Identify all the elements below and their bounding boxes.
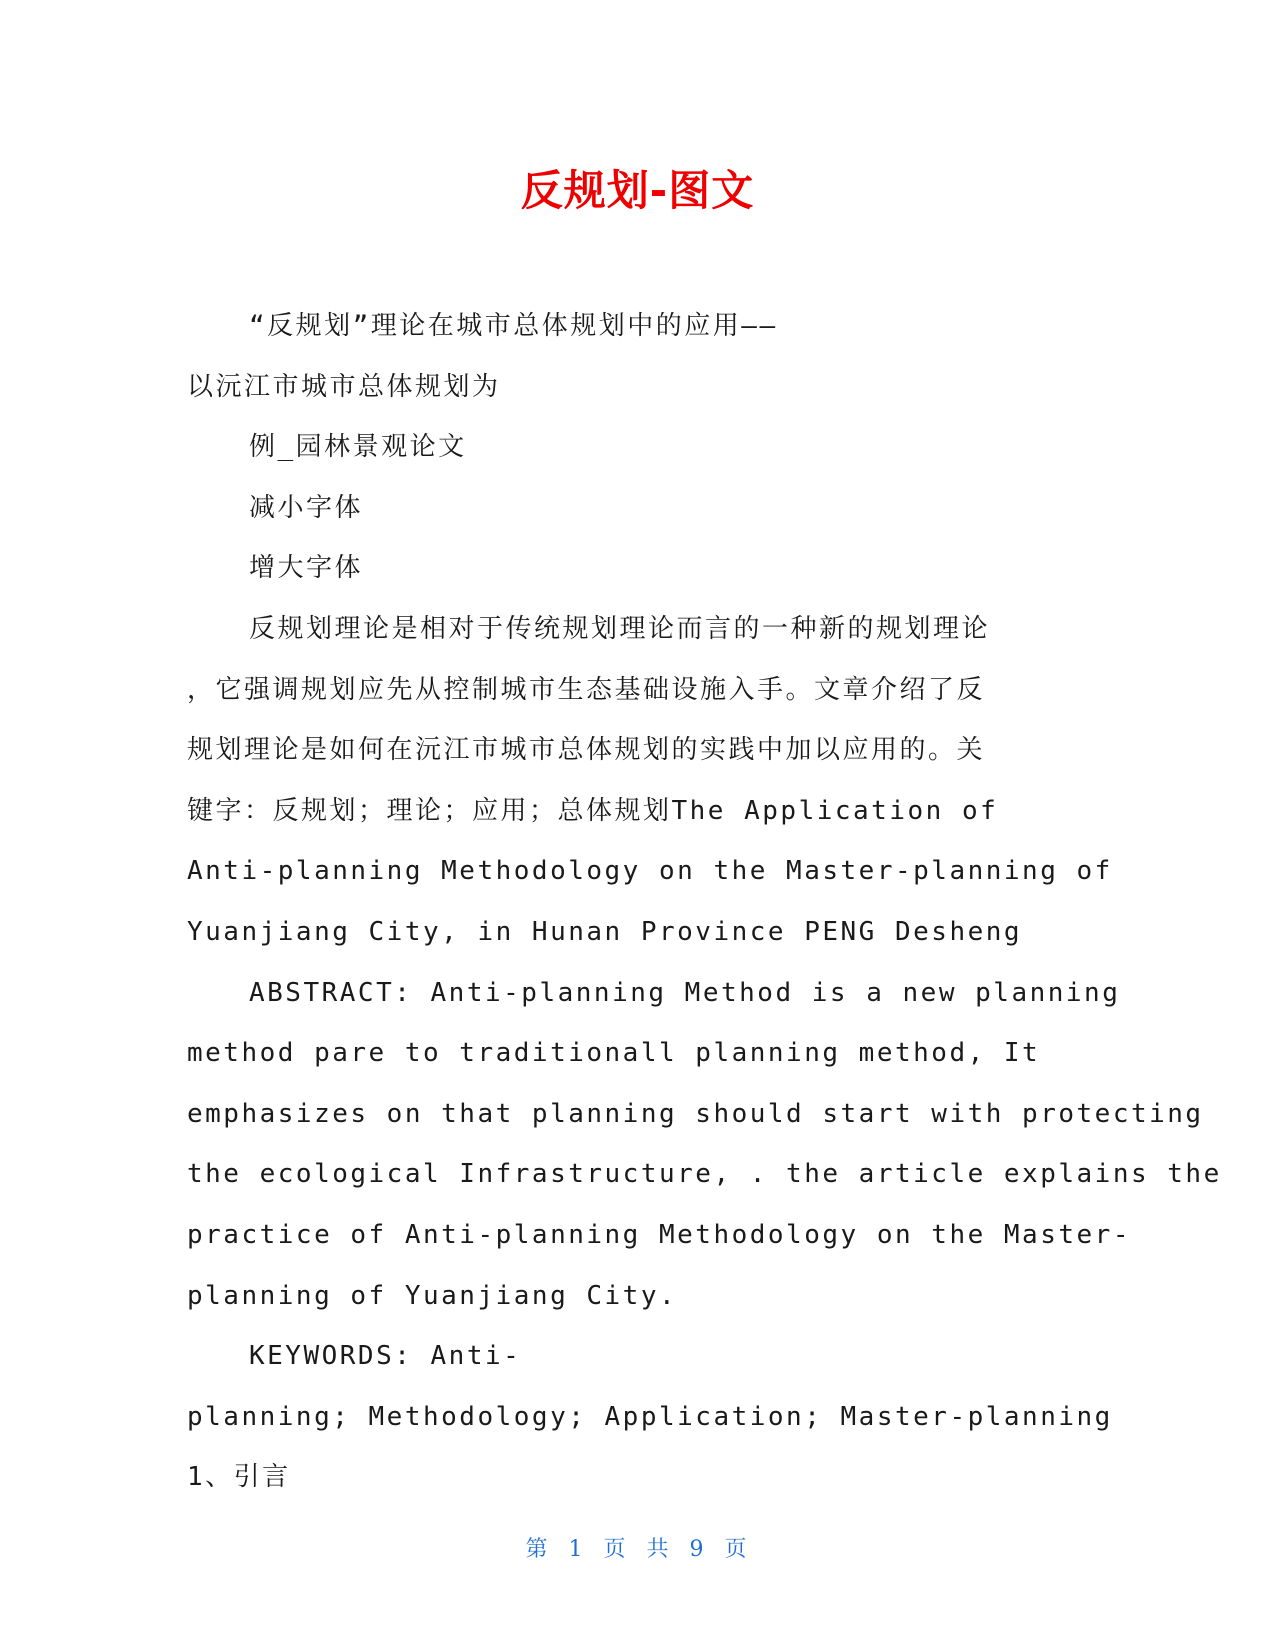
body-line: planning; Methodology; Application; Master-planning	[187, 1401, 1113, 1432]
body-line: practice of Anti-planning Methodology on the Master-	[187, 1219, 1131, 1250]
body-line: 例_园林景观论文	[249, 432, 467, 463]
body-line: method pare to traditionall planning method, It	[187, 1038, 1041, 1069]
body-line: emphasizes on that planning should start with protecting	[187, 1098, 1204, 1129]
page-number-footer: 第 1 页 共 9 页	[525, 1537, 750, 1562]
body-line: Anti-planning Methodology on the Master-planning of	[187, 856, 1113, 887]
body-line: the ecological Infrastructure, . the article explains the	[187, 1159, 1222, 1190]
document-body	[187, 296, 1222, 1508]
body-line: Yuanjiang City, in Hunan Province PENG Desheng	[187, 916, 1023, 947]
body-line: ABSTRACT: Anti-planning Method is a new planning	[249, 977, 1121, 1008]
body-line: 键字：反规划；理论；应用；总体规划The Application of	[187, 795, 999, 826]
body-line: 以沅江市城市总体规划为	[187, 371, 501, 402]
document-title: 反规划-图文	[520, 166, 755, 215]
body-line: ，它强调规划应先从控制城市生态基础设施入手。文章介绍了反	[187, 674, 986, 705]
section-heading: 1、引言	[187, 1462, 291, 1493]
decrease-font-link[interactable]: 减小字体	[249, 492, 364, 523]
body-line: “反规划”理论在城市总体规划中的应用——	[249, 311, 778, 341]
increase-font-link[interactable]: 增大字体	[249, 553, 364, 584]
body-line: 规划理论是如何在沅江市城市总体规划的实践中加以应用的。关	[187, 735, 986, 766]
body-line: 反规划理论是相对于传统规划理论而言的一种新的规划理论	[249, 613, 991, 644]
body-line: KEYWORDS: Anti-	[249, 1341, 522, 1372]
body-line: planning of Yuanjiang City.	[187, 1280, 678, 1311]
